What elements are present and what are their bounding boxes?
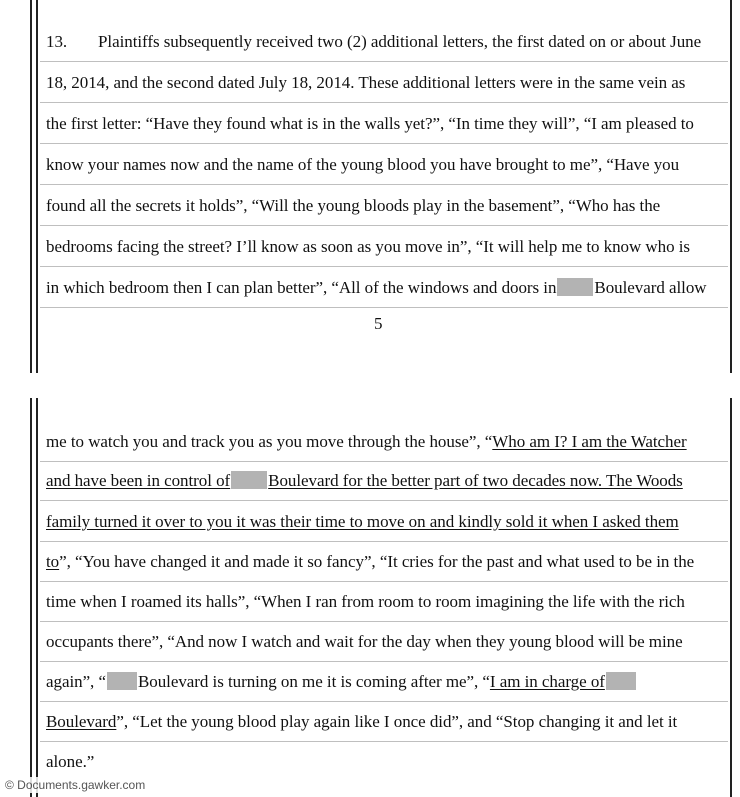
- redaction-box: [107, 672, 137, 690]
- left-border-line-inner: [36, 398, 38, 797]
- line-rule: [40, 741, 728, 742]
- paragraph-line: the first letter: “Have they found what is in the walls yet?”, “In time they will”, “I am pleased to: [46, 114, 694, 133]
- paragraph-line: alone.”: [46, 752, 95, 771]
- redaction-box: [606, 672, 636, 690]
- page-gap: [0, 373, 740, 398]
- line-rule: [40, 621, 728, 622]
- paragraph-line: and have been in control of Boulevard for the better part of two decades now. The Woods: [46, 471, 683, 490]
- paragraph-line: to”, “You have changed it and made it so fancy”, “It cries for the past and what used to be in the: [46, 552, 695, 571]
- line-rule: [40, 184, 728, 185]
- paragraph-line: occupants there”, “And now I watch and wait for the day when they young blood will be mine: [46, 632, 683, 651]
- line-rule: [40, 541, 728, 542]
- line-rule: [40, 661, 728, 662]
- left-border-line: [30, 0, 32, 373]
- left-border-line-inner: [36, 0, 38, 373]
- line-rule: [40, 266, 728, 267]
- paragraph-number: 13.: [46, 32, 68, 51]
- document-page-top: [0, 0, 740, 373]
- redaction-box: [231, 471, 267, 489]
- line-rule: [40, 143, 728, 144]
- line-rule: [40, 61, 728, 62]
- line-rule: [40, 461, 728, 462]
- paragraph-line: 18, 2014, and the second dated July 18, 2014. These additional letters were in the same vein as: [46, 73, 686, 92]
- page-number: 5: [374, 314, 383, 333]
- redaction-box: [557, 278, 593, 296]
- paragraph-line: me to watch you and track you as you move through the house”, “Who am I? I am the Watcher: [46, 432, 687, 451]
- paragraph-line: know your names now and the name of the young blood you have brought to me”, “Have you: [46, 155, 680, 174]
- left-border-line: [30, 398, 32, 797]
- line-rule: [40, 500, 728, 501]
- right-border-line: [730, 0, 732, 373]
- paragraph-line: Boulevard”, “Let the young blood play again like I once did”, and “Stop changing it and let it: [46, 712, 678, 731]
- paragraph-line: bedrooms facing the street? I’ll know as soon as you move in”, “It will help me to know who is: [46, 237, 690, 256]
- source-watermark: © Documents.gawker.com: [2, 777, 148, 793]
- paragraph-line: family turned it over to you it was their time to move on and kindly sold it when I asked them: [46, 512, 679, 531]
- line-rule: [40, 102, 728, 103]
- line-rule: [40, 307, 728, 308]
- line-rule: [40, 701, 728, 702]
- document-page-bottom: [0, 398, 740, 797]
- line-rule: [40, 225, 728, 226]
- paragraph-line: found all the secrets it holds”, “Will the young bloods play in the basement”, “Who has the: [46, 196, 661, 215]
- paragraph-line: again”, “ Boulevard is turning on me it is coming after me”, “I am in charge of: [46, 671, 726, 693]
- line-rule: [40, 581, 728, 582]
- right-border-line: [730, 398, 732, 797]
- paragraph-line: in which bedroom then I can plan better”, “All of the windows and doors in Boulevard allow: [46, 278, 707, 297]
- paragraph-line: time when I roamed its halls”, “When I ran from room to room imagining the life with the rich: [46, 592, 685, 611]
- paragraph-line: 13. Plaintiffs subsequently received two (2) additional letters, the first dated on or about June: [46, 32, 702, 51]
